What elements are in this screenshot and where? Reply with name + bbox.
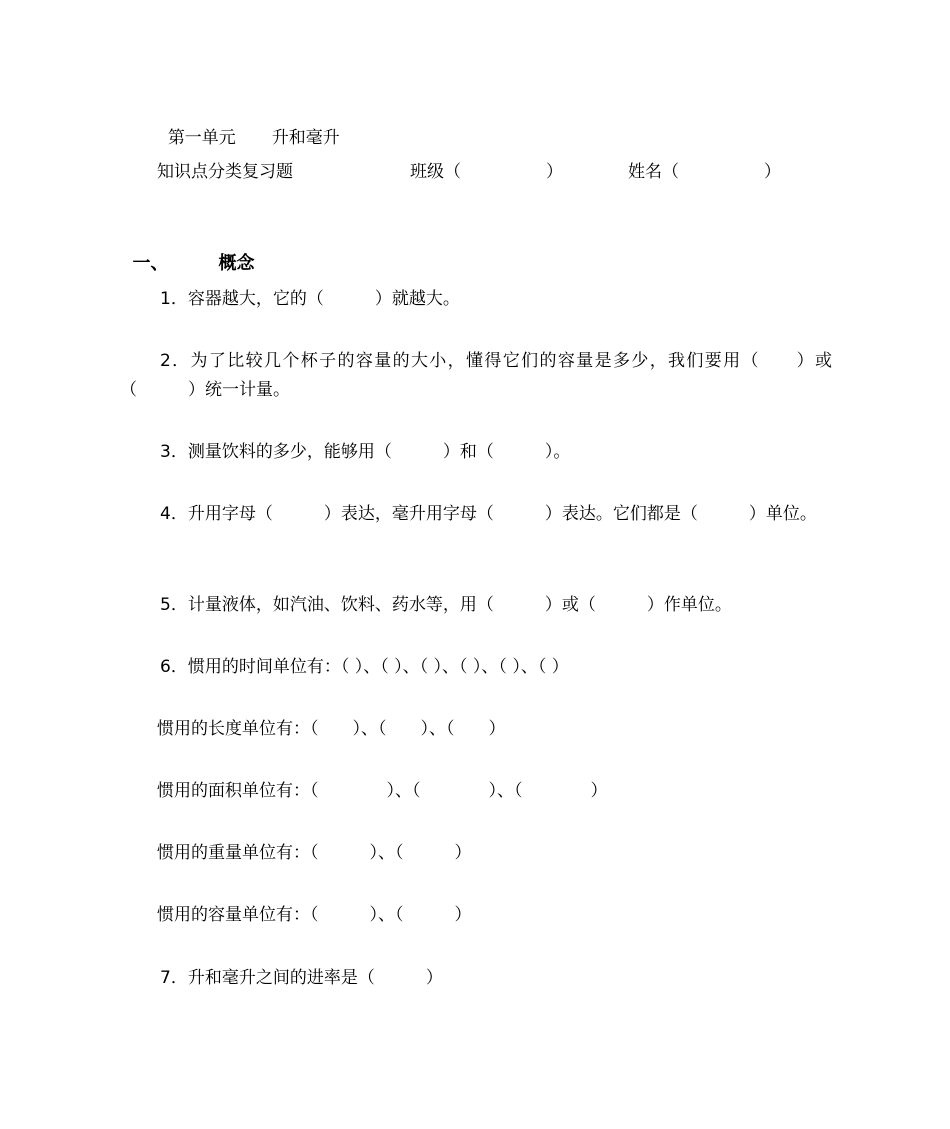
question-6-weight: 惯用的重量单位有：（ ）、（ ） — [157, 843, 472, 863]
topic-label: 升和毫升 — [271, 128, 340, 148]
question-7: 7．升和毫升之间的进率是（ ） — [160, 968, 443, 988]
question-6-area: 惯用的面积单位有：（ ）、（ ）、（ ） — [157, 781, 608, 801]
section-title: 概念 — [218, 253, 255, 274]
unit-heading — [157, 96, 340, 148]
question-4: 4．升用字母（ ）表达，毫升用字母（ ）表达。它们都是（ ）单位。 — [160, 504, 817, 524]
question-3: 3．测量饮料的多少，能够用（ ）和（ ）。 — [160, 442, 571, 462]
question-5: 5．计量液体，如汽油、饮料、药水等，用（ ）或（ ）作单位。 — [160, 595, 732, 615]
section-heading — [120, 222, 255, 274]
name-field: 姓名（ ） — [628, 162, 781, 182]
subtitle: 知识点分类复习题 — [157, 162, 293, 182]
question-2: 2．为了比较几个杯子的容量的大小，懂得它们的容量是多少，我们要用（ ）或（ ）统一计量。 — [120, 351, 832, 400]
class-field: 班级（ ） — [410, 162, 563, 182]
question-6-capacity: 惯用的容量单位有：（ ）、（ ） — [157, 905, 472, 925]
section-number: 一、 — [132, 253, 169, 274]
question-6: 6．惯用的时间单位有：（ ）、（ ）、（ ）、（ ）、（ ）、（ ） — [160, 657, 569, 677]
question-1: 1．容器越大，它的（ ）就越大。 — [160, 289, 460, 309]
question-6-length: 惯用的长度单位有：（ ）、（ ）、（ ） — [157, 719, 506, 739]
unit-label: 第一单元 — [167, 128, 236, 148]
